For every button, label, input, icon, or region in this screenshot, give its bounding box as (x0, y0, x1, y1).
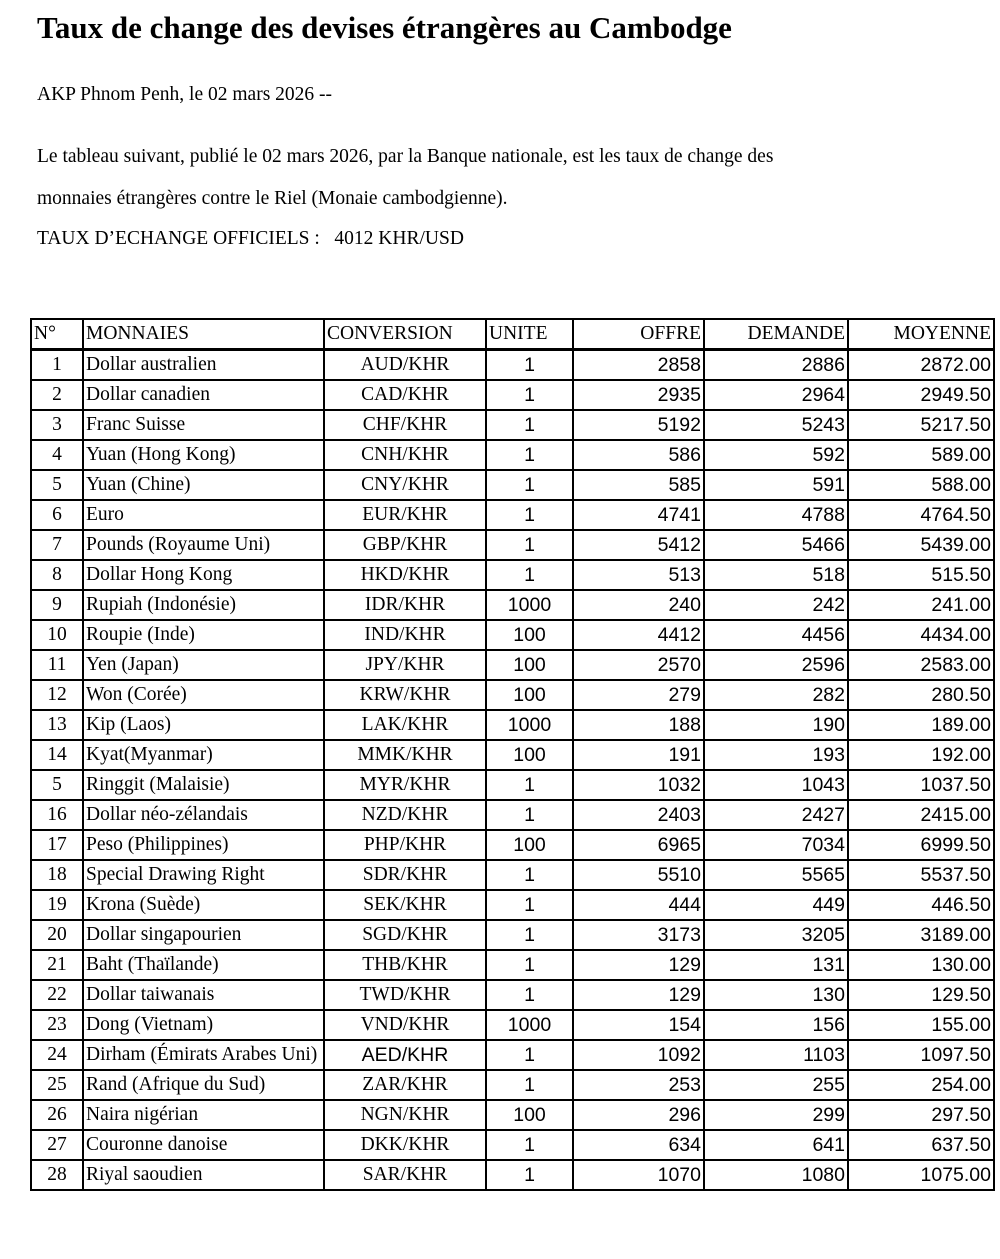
unit-value: 1 (486, 980, 573, 1010)
conversion-code: CNH/KHR (324, 440, 486, 470)
conversion-code: MYR/KHR (324, 770, 486, 800)
offer-value: 253 (573, 1070, 704, 1100)
demand-value: 5565 (704, 860, 848, 890)
official-exchange-rate: TAUX D’ECHANGE OFFICIELS : 4012 KHR/USD (37, 228, 464, 249)
conversion-code: CAD/KHR (324, 380, 486, 410)
conversion-code: AED/KHR (324, 1040, 486, 1070)
average-value: 192.00 (848, 740, 994, 770)
unit-value: 1 (486, 1040, 573, 1070)
intro-line-2: monnaies étrangères contre le Riel (Monaie cambodgienne). (37, 188, 508, 209)
table-row (31, 470, 994, 500)
average-value: 2949.50 (848, 380, 994, 410)
unit-value: 1 (486, 470, 573, 500)
demand-value: 4788 (704, 500, 848, 530)
offer-value: 1032 (573, 770, 704, 800)
demand-value: 518 (704, 560, 848, 590)
demand-value: 5243 (704, 410, 848, 440)
demand-value: 2886 (704, 350, 848, 381)
row-number: 19 (31, 890, 83, 920)
table-row (31, 680, 994, 710)
conversion-code: GBP/KHR (324, 530, 486, 560)
conversion-code: HKD/KHR (324, 560, 486, 590)
row-number: 3 (31, 410, 83, 440)
conversion-code: JPY/KHR (324, 650, 486, 680)
currency-name: Dong (Vietnam) (83, 1010, 324, 1040)
currency-name: Won (Corée) (83, 680, 324, 710)
offer-value: 444 (573, 890, 704, 920)
currency-name: Kyat(Myanmar) (83, 740, 324, 770)
average-value: 637.50 (848, 1130, 994, 1160)
unit-value: 1 (486, 440, 573, 470)
table-row (31, 770, 994, 800)
offer-value: 513 (573, 560, 704, 590)
demand-value: 242 (704, 590, 848, 620)
unit-value: 1000 (486, 710, 573, 740)
row-number: 6 (31, 500, 83, 530)
unit-value: 1 (486, 380, 573, 410)
unit-value: 100 (486, 680, 573, 710)
table-row (31, 1010, 994, 1040)
average-value: 1097.50 (848, 1040, 994, 1070)
demand-value: 2964 (704, 380, 848, 410)
unit-value: 1 (486, 350, 573, 381)
unit-value: 1 (486, 890, 573, 920)
table-row (31, 590, 994, 620)
unit-value: 100 (486, 740, 573, 770)
unit-value: 1 (486, 410, 573, 440)
row-number: 4 (31, 440, 83, 470)
demand-value: 130 (704, 980, 848, 1010)
demand-value: 7034 (704, 830, 848, 860)
conversion-code: TWD/KHR (324, 980, 486, 1010)
table-row (31, 1160, 994, 1190)
conversion-code: CNY/KHR (324, 470, 486, 500)
offer-value: 1070 (573, 1160, 704, 1190)
average-value: 189.00 (848, 710, 994, 740)
currency-name: Yen (Japan) (83, 650, 324, 680)
average-value: 155.00 (848, 1010, 994, 1040)
average-value: 515.50 (848, 560, 994, 590)
table-row (31, 710, 994, 740)
exchange-table-body (31, 350, 994, 1191)
intro-line-1: Le tableau suivant, publié le 02 mars 2026, par la Banque nationale, est les taux de change des (37, 146, 774, 167)
average-value: 446.50 (848, 890, 994, 920)
demand-value: 641 (704, 1130, 848, 1160)
row-number: 18 (31, 860, 83, 890)
table-row (31, 1100, 994, 1130)
currency-name: Couronne danoise (83, 1130, 324, 1160)
demand-value: 255 (704, 1070, 848, 1100)
offer-value: 2858 (573, 350, 704, 381)
header-currencies: MONNAIES (83, 319, 324, 350)
average-value: 2872.00 (848, 350, 994, 381)
unit-value: 1 (486, 500, 573, 530)
demand-value: 4456 (704, 620, 848, 650)
row-number: 24 (31, 1040, 83, 1070)
conversion-code: SGD/KHR (324, 920, 486, 950)
demand-value: 449 (704, 890, 848, 920)
currency-name: Roupie (Inde) (83, 620, 324, 650)
offer-value: 6965 (573, 830, 704, 860)
table-row (31, 890, 994, 920)
unit-value: 1 (486, 920, 573, 950)
currency-name: Dollar Hong Kong (83, 560, 324, 590)
demand-value: 282 (704, 680, 848, 710)
row-number: 5 (31, 770, 83, 800)
dateline: AKP Phnom Penh, le 02 mars 2026 -- (37, 84, 333, 105)
unit-value: 1 (486, 950, 573, 980)
average-value: 130.00 (848, 950, 994, 980)
row-number: 7 (31, 530, 83, 560)
table-row (31, 800, 994, 830)
currency-name: Dollar canadien (83, 380, 324, 410)
average-value: 4764.50 (848, 500, 994, 530)
table-row (31, 980, 994, 1010)
unit-value: 1 (486, 560, 573, 590)
demand-value: 131 (704, 950, 848, 980)
demand-value: 2596 (704, 650, 848, 680)
currency-name: Franc Suisse (83, 410, 324, 440)
offer-value: 129 (573, 980, 704, 1010)
table-row (31, 410, 994, 440)
average-value: 1075.00 (848, 1160, 994, 1190)
unit-value: 100 (486, 830, 573, 860)
offer-value: 586 (573, 440, 704, 470)
conversion-code: NZD/KHR (324, 800, 486, 830)
currency-name: Dollar taiwanais (83, 980, 324, 1010)
table-row (31, 620, 994, 650)
conversion-code: MMK/KHR (324, 740, 486, 770)
header-number: N° (31, 319, 83, 350)
offer-value: 2403 (573, 800, 704, 830)
unit-value: 1 (486, 860, 573, 890)
demand-value: 1080 (704, 1160, 848, 1190)
row-number: 13 (31, 710, 83, 740)
offer-value: 1092 (573, 1040, 704, 1070)
offer-value: 3173 (573, 920, 704, 950)
row-number: 25 (31, 1070, 83, 1100)
currency-name: Naira nigérian (83, 1100, 324, 1130)
conversion-code: KRW/KHR (324, 680, 486, 710)
header-average: MOYENNE (848, 319, 994, 350)
table-row (31, 350, 994, 381)
average-value: 588.00 (848, 470, 994, 500)
row-number: 1 (31, 350, 83, 381)
conversion-code: IDR/KHR (324, 590, 486, 620)
unit-value: 1 (486, 530, 573, 560)
row-number: 14 (31, 740, 83, 770)
row-number: 21 (31, 950, 83, 980)
offer-value: 4412 (573, 620, 704, 650)
conversion-code: IND/KHR (324, 620, 486, 650)
conversion-code: SDR/KHR (324, 860, 486, 890)
row-number: 11 (31, 650, 83, 680)
table-row (31, 740, 994, 770)
offer-value: 191 (573, 740, 704, 770)
row-number: 9 (31, 590, 83, 620)
table-row (31, 500, 994, 530)
row-number: 17 (31, 830, 83, 860)
currency-name: Ringgit (Malaisie) (83, 770, 324, 800)
table-row (31, 380, 994, 410)
offer-value: 296 (573, 1100, 704, 1130)
demand-value: 2427 (704, 800, 848, 830)
currency-name: Special Drawing Right (83, 860, 324, 890)
exchange-rate-table (30, 318, 995, 1191)
table-row (31, 1130, 994, 1160)
row-number: 22 (31, 980, 83, 1010)
currency-name: Baht (Thaïlande) (83, 950, 324, 980)
unit-value: 1 (486, 1130, 573, 1160)
table-header-row (31, 319, 994, 350)
offer-value: 154 (573, 1010, 704, 1040)
average-value: 5439.00 (848, 530, 994, 560)
conversion-code: ZAR/KHR (324, 1070, 486, 1100)
intro-paragraph (37, 136, 957, 220)
header-unit: UNITE (486, 319, 573, 350)
offer-value: 585 (573, 470, 704, 500)
header-demand: DEMANDE (704, 319, 848, 350)
row-number: 27 (31, 1130, 83, 1160)
conversion-code: VND/KHR (324, 1010, 486, 1040)
table-row (31, 560, 994, 590)
conversion-code: LAK/KHR (324, 710, 486, 740)
offer-value: 188 (573, 710, 704, 740)
average-value: 2415.00 (848, 800, 994, 830)
table-row (31, 1070, 994, 1100)
average-value: 589.00 (848, 440, 994, 470)
page-title: Taux de change des devises étrangères au Cambodge (37, 10, 732, 45)
currency-name: Euro (83, 500, 324, 530)
row-number: 26 (31, 1100, 83, 1130)
unit-value: 1000 (486, 1010, 573, 1040)
header-offer: OFFRE (573, 319, 704, 350)
average-value: 6999.50 (848, 830, 994, 860)
header-conversion: CONVERSION (324, 319, 486, 350)
currency-name: Peso (Philippines) (83, 830, 324, 860)
average-value: 297.50 (848, 1100, 994, 1130)
average-value: 3189.00 (848, 920, 994, 950)
average-value: 280.50 (848, 680, 994, 710)
demand-value: 3205 (704, 920, 848, 950)
average-value: 254.00 (848, 1070, 994, 1100)
currency-name: Yuan (Chine) (83, 470, 324, 500)
row-number: 12 (31, 680, 83, 710)
unit-value: 1000 (486, 590, 573, 620)
row-number: 23 (31, 1010, 83, 1040)
offer-value: 634 (573, 1130, 704, 1160)
conversion-code: CHF/KHR (324, 410, 486, 440)
row-number: 8 (31, 560, 83, 590)
currency-name: Dirham (Émirats Arabes Uni) (83, 1040, 324, 1070)
conversion-code: NGN/KHR (324, 1100, 486, 1130)
currency-name: Dollar singapourien (83, 920, 324, 950)
offer-value: 2570 (573, 650, 704, 680)
average-value: 241.00 (848, 590, 994, 620)
offer-value: 4741 (573, 500, 704, 530)
unit-value: 1 (486, 770, 573, 800)
currency-name: Yuan (Hong Kong) (83, 440, 324, 470)
offer-value: 129 (573, 950, 704, 980)
currency-name: Riyal saoudien (83, 1160, 324, 1190)
average-value: 129.50 (848, 980, 994, 1010)
table-row (31, 530, 994, 560)
currency-name: Dollar néo-zélandais (83, 800, 324, 830)
unit-value: 100 (486, 1100, 573, 1130)
unit-value: 1 (486, 800, 573, 830)
unit-value: 1 (486, 1070, 573, 1100)
table-row (31, 860, 994, 890)
demand-value: 5466 (704, 530, 848, 560)
row-number: 2 (31, 380, 83, 410)
offer-value: 5412 (573, 530, 704, 560)
row-number: 10 (31, 620, 83, 650)
table-row (31, 830, 994, 860)
average-value: 5537.50 (848, 860, 994, 890)
average-value: 1037.50 (848, 770, 994, 800)
offer-value: 2935 (573, 380, 704, 410)
conversion-code: EUR/KHR (324, 500, 486, 530)
conversion-code: SAR/KHR (324, 1160, 486, 1190)
table-row (31, 950, 994, 980)
demand-value: 299 (704, 1100, 848, 1130)
conversion-code: PHP/KHR (324, 830, 486, 860)
conversion-code: SEK/KHR (324, 890, 486, 920)
demand-value: 190 (704, 710, 848, 740)
average-value: 4434.00 (848, 620, 994, 650)
currency-name: Krona (Suède) (83, 890, 324, 920)
row-number: 28 (31, 1160, 83, 1190)
unit-value: 100 (486, 650, 573, 680)
table-row (31, 920, 994, 950)
table-row (31, 650, 994, 680)
currency-name: Pounds (Royaume Uni) (83, 530, 324, 560)
currency-name: Rupiah (Indonésie) (83, 590, 324, 620)
offer-value: 5510 (573, 860, 704, 890)
unit-value: 1 (486, 1160, 573, 1190)
average-value: 5217.50 (848, 410, 994, 440)
conversion-code: DKK/KHR (324, 1130, 486, 1160)
conversion-code: AUD/KHR (324, 350, 486, 381)
demand-value: 193 (704, 740, 848, 770)
conversion-code: THB/KHR (324, 950, 486, 980)
demand-value: 1103 (704, 1040, 848, 1070)
average-value: 2583.00 (848, 650, 994, 680)
currency-name: Dollar australien (83, 350, 324, 381)
demand-value: 592 (704, 440, 848, 470)
demand-value: 591 (704, 470, 848, 500)
table-row (31, 440, 994, 470)
offer-value: 240 (573, 590, 704, 620)
row-number: 20 (31, 920, 83, 950)
unit-value: 100 (486, 620, 573, 650)
row-number: 16 (31, 800, 83, 830)
currency-name: Kip (Laos) (83, 710, 324, 740)
offer-value: 5192 (573, 410, 704, 440)
demand-value: 1043 (704, 770, 848, 800)
table-row (31, 1040, 994, 1070)
row-number: 5 (31, 470, 83, 500)
offer-value: 279 (573, 680, 704, 710)
demand-value: 156 (704, 1010, 848, 1040)
currency-name: Rand (Afrique du Sud) (83, 1070, 324, 1100)
